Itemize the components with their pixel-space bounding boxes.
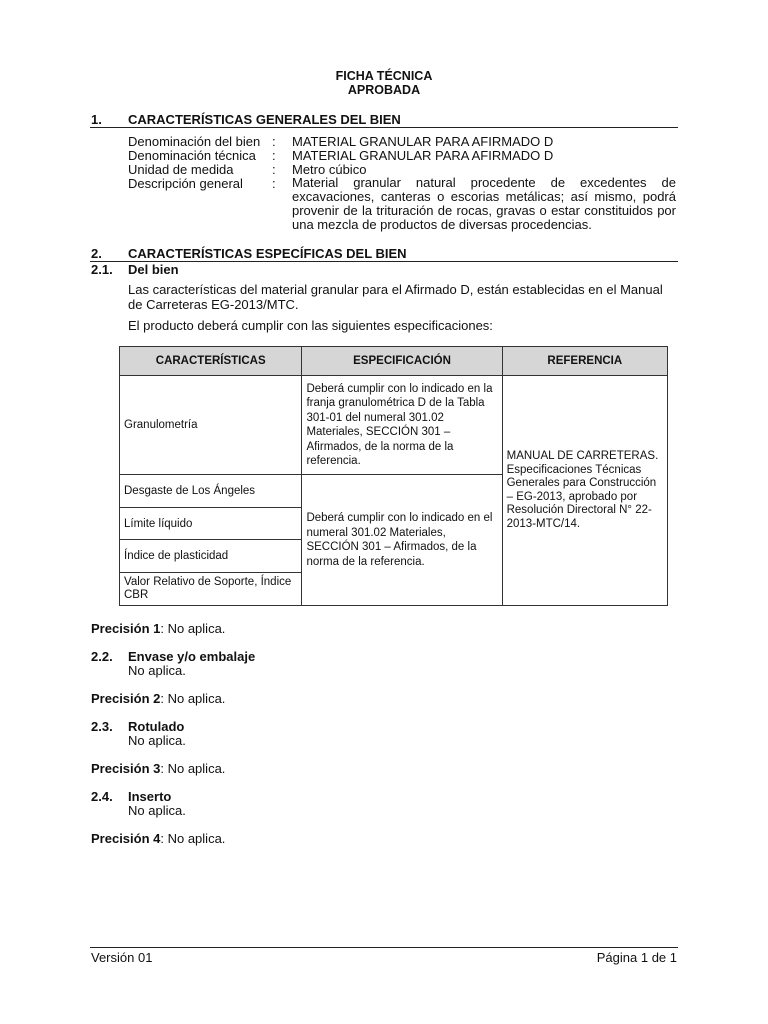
field-colon: : (272, 176, 276, 191)
subsection-text: No aplica. (128, 663, 186, 678)
table-cell-characteristic: Valor Relativo de Soporte, Índice CBR (120, 573, 302, 606)
field-colon: : (272, 162, 276, 177)
subsection-number: 2.2. (91, 649, 113, 664)
section2-number: 2. (91, 246, 102, 261)
table-cell-characteristic: Límite líquido (120, 508, 302, 540)
precision-line (91, 761, 225, 776)
section1-rule (90, 127, 678, 128)
table-cell-characteristic: Granulometría (120, 376, 302, 475)
subsection-title: Rotulado (128, 719, 185, 734)
field-colon: : (272, 148, 276, 163)
specifications-table (119, 346, 668, 606)
section1-number: 1. (91, 112, 102, 127)
field-label: Denominación técnica (128, 148, 256, 163)
field-value-description: Material granular natural procedente de excedentes de excavaciones, canteras o escorias metálicas; así mismo, podrá provenir de la trituración de rocas, gravas o estar constituidos por una mezcla de productos de diversas procedencias. (292, 175, 676, 232)
field-label: Denominación del bien (128, 134, 261, 149)
footer-version: Versión 01 (91, 950, 153, 965)
field-colon: : (272, 134, 276, 149)
section1-title: CARACTERÍSTICAS GENERALES DEL BIEN (128, 112, 401, 127)
precision-text: : No aplica. (160, 831, 226, 846)
footer-rule (90, 947, 678, 948)
paragraph: El producto deberá cumplir con las siguientes especificaciones: (128, 318, 493, 333)
subsection-number: 2.4. (91, 789, 113, 804)
field-label: Descripción general (128, 176, 243, 191)
field-value: Metro cúbico (292, 162, 367, 177)
precision-label: Precisión 2 (91, 691, 161, 706)
table-cell-specification: Deberá cumplir con lo indicado en el numeral 301.02 Materiales, SECCIÓN 301 – Afirmados, de la norma de la referencia. (302, 475, 502, 606)
subsection-title: Del bien (128, 262, 179, 277)
table-header: CARACTERÍSTICAS (120, 347, 302, 376)
precision-label: Precisión 3 (91, 761, 161, 776)
subsection-number: 2.3. (91, 719, 113, 734)
table-header: ESPECIFICACIÓN (302, 347, 502, 376)
subsection-text: No aplica. (128, 803, 186, 818)
field-value: MATERIAL GRANULAR PARA AFIRMADO D (292, 134, 554, 149)
precision-label: Precisión 4 (91, 831, 161, 846)
doc-title: FICHA TÉCNICA (335, 69, 433, 83)
subsection-text: No aplica. (128, 733, 186, 748)
precision-label: Precisión 1 (91, 621, 161, 636)
field-label: Unidad de medida (128, 162, 234, 177)
precision-text: : No aplica. (160, 691, 226, 706)
subsection-title: Envase y/o embalaje (128, 649, 256, 664)
subsection-title: Inserto (128, 789, 172, 804)
field-value: MATERIAL GRANULAR PARA AFIRMADO D (292, 148, 554, 163)
table-cell-specification: Deberá cumplir con lo indicado en la franja granulométrica D de la Tabla 301-01 del numeral 301.02 Materiales, SECCIÓN 301 – Afirmados, de la norma de la referencia. (302, 376, 502, 475)
section2-title: CARACTERÍSTICAS ESPECÍFICAS DEL BIEN (128, 246, 407, 261)
footer-page-number: Página 1 de 1 (596, 950, 677, 965)
table-cell-characteristic: Índice de plasticidad (120, 540, 302, 573)
precision-line (91, 621, 225, 636)
precision-text: : No aplica. (160, 761, 226, 776)
table-header: REFERENCIA (502, 347, 667, 376)
precision-line (91, 831, 225, 846)
table-cell-characteristic: Desgaste de Los Ángeles (120, 475, 302, 508)
precision-text: : No aplica. (160, 621, 226, 636)
doc-status: APROBADA (347, 83, 421, 97)
paragraph: Las características del material granular para el Afirmado D, están establecidas en el Manual de Carreteras EG-2013/MTC. (128, 282, 663, 312)
precision-line (91, 691, 225, 706)
table-cell-reference: MANUAL DE CARRETERAS. Especificaciones Técnicas Generales para Construcción – EG-2013, aprobado por Resolución Directoral N° 22-2013-MTC/14. (502, 376, 667, 606)
subsection-number: 2.1. (91, 262, 113, 277)
